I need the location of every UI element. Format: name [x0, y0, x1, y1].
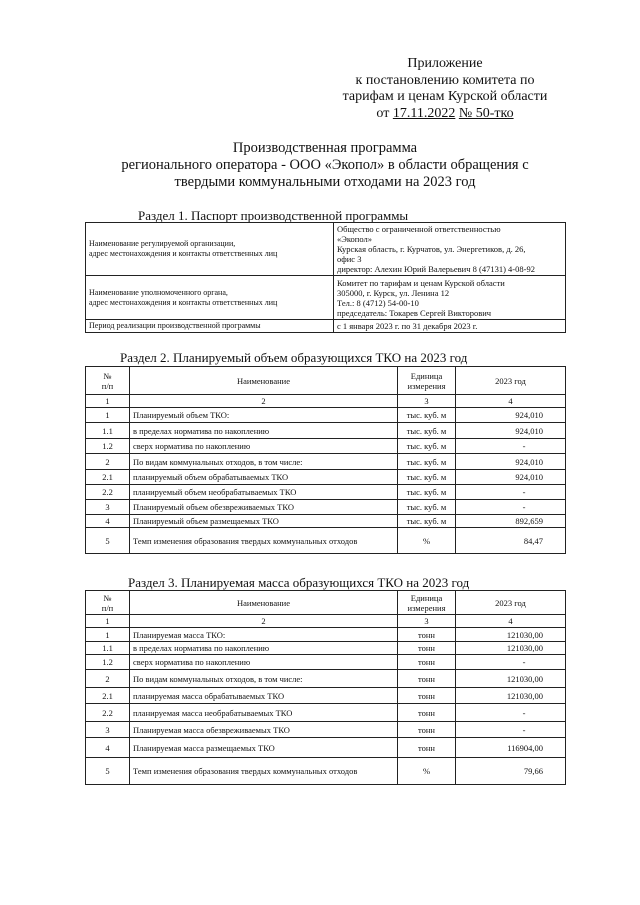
value-line: «Экопол»: [337, 234, 372, 244]
table-row: [86, 454, 566, 470]
table-row: [86, 642, 566, 655]
col-header-unit: [398, 591, 456, 615]
row-value: -: [456, 485, 566, 500]
header-line: п/п: [101, 380, 114, 391]
index-cell: 4: [456, 395, 566, 408]
index-cell: 3: [398, 395, 456, 408]
index-cell: 1: [86, 615, 130, 628]
col-header-unit: [398, 367, 456, 395]
row-name: планируемый объем обрабатываемых ТКО: [130, 470, 398, 485]
table-row: [86, 688, 566, 704]
appendix-date: 17.11.2022: [392, 105, 456, 121]
header-line: №: [103, 370, 112, 381]
row-name: планируемый объем необрабатываемых ТКО: [130, 485, 398, 500]
table-row: [86, 528, 566, 554]
table-row: [86, 670, 566, 688]
header-line: Единица: [410, 370, 443, 381]
appendix-line: тарифам и ценам Курской области: [342, 89, 548, 104]
row-unit: тонн: [398, 722, 456, 738]
index-cell: 3: [398, 615, 456, 628]
row-name: Планируемая масса обезвреживаемых ТКО: [130, 722, 398, 738]
row-value: 121030,00: [456, 688, 566, 704]
section1-heading: Раздел 1. Паспорт производственной программы: [138, 208, 409, 223]
label-line: Наименование регулируемой организации,: [89, 239, 236, 248]
row-value: 892,659: [456, 515, 566, 528]
index-row: [86, 615, 566, 628]
row-value: 924,010: [456, 423, 566, 439]
label-line: адрес местонахождения и контакты ответственных лиц: [89, 249, 278, 258]
document-title: [90, 140, 560, 191]
passport-value: [334, 276, 566, 320]
value-line: Комитет по тарифам и ценам Курской области: [337, 277, 505, 288]
index-cell: 4: [456, 615, 566, 628]
row-value: 116904,00: [456, 738, 566, 758]
row-value: 924,010: [456, 454, 566, 470]
passport-value: [334, 223, 566, 276]
passport-label: Период реализации производственной программы: [86, 320, 334, 333]
col-header-year: 2023 год: [456, 367, 566, 395]
value-line: офис 3: [337, 254, 362, 264]
row-number: 4: [86, 515, 130, 528]
row-unit: тонн: [398, 642, 456, 655]
row-unit: %: [398, 528, 456, 554]
header-line: №: [103, 592, 112, 603]
row-name: в пределах норматива по накоплению: [130, 642, 398, 655]
table-row: [86, 628, 566, 642]
row-name: Темп изменения образования твердых коммунальных отходов: [130, 528, 398, 554]
value-line: Тел.: 8 (4712) 54-00-10: [337, 297, 419, 308]
appendix-date-line: [300, 106, 590, 123]
row-name: Планируемая масса ТКО:: [130, 628, 398, 642]
index-cell: 2: [130, 395, 398, 408]
index-row: [86, 395, 566, 408]
row-unit: тонн: [398, 704, 456, 722]
section3-heading: Раздел 3. Планируемая масса образующихся ТКО на 2023 год: [128, 575, 470, 590]
row-value: 79,66: [456, 758, 566, 785]
row-value: -: [456, 655, 566, 670]
table-row: [86, 704, 566, 722]
table-row: [86, 470, 566, 485]
row-name: сверх норматива по накоплению: [130, 439, 398, 454]
header-line: измерения: [407, 380, 446, 391]
table-row: [86, 500, 566, 515]
row-name: Планируемый объем ТКО:: [130, 408, 398, 423]
value-line: Курская область, г. Курчатов, ул. Энергетиков, д. 26,: [337, 244, 526, 254]
passport-value: с 1 января 2023 г. по 31 декабря 2023 г.: [334, 320, 566, 333]
section1-passport-table: [85, 222, 566, 333]
index-cell: 1: [86, 395, 130, 408]
row-number: 2.2: [86, 485, 130, 500]
row-unit: тыс. куб. м: [398, 454, 456, 470]
table-row: [86, 722, 566, 738]
table-row: [86, 485, 566, 500]
appendix-line: Приложение: [407, 56, 483, 71]
table-row: [86, 655, 566, 670]
table-row: [86, 223, 566, 276]
appendix-prefix: от: [376, 105, 390, 121]
value-line: Общество с ограниченной ответственностью: [337, 224, 501, 234]
row-value: -: [456, 722, 566, 738]
row-number: 3: [86, 722, 130, 738]
value-line: директор: Алехин Юрий Валерьевич 8 (47131) 4-08-92: [337, 264, 535, 274]
row-name: сверх норматива по накоплению: [130, 655, 398, 670]
row-name: Темп изменения образования твердых коммунальных отходов: [130, 758, 398, 785]
row-unit: тонн: [398, 655, 456, 670]
row-unit: тонн: [398, 628, 456, 642]
label-line: адрес местонахождения и контакты ответственных лиц: [89, 297, 278, 307]
section3-mass-table: [85, 590, 566, 785]
row-name: Планируемая масса размещаемых ТКО: [130, 738, 398, 758]
table-row: [86, 423, 566, 439]
appendix-line: к постановлению комитета по: [355, 72, 535, 88]
row-number: 2.1: [86, 688, 130, 704]
row-unit: тонн: [398, 670, 456, 688]
table-header-row: [86, 367, 566, 395]
row-value: -: [456, 439, 566, 454]
row-value: 121030,00: [456, 642, 566, 655]
table-header-row: [86, 591, 566, 615]
table-row: [86, 276, 566, 320]
title-line: Производственная программа: [232, 140, 418, 156]
row-unit: тыс. куб. м: [398, 500, 456, 515]
appendix-number: № 50-тко: [458, 105, 514, 121]
row-number: 5: [86, 758, 130, 785]
row-unit: тыс. куб. м: [398, 423, 456, 439]
row-value: 924,010: [456, 470, 566, 485]
row-name: планируемая масса необрабатываемых ТКО: [130, 704, 398, 722]
passport-label: [86, 223, 334, 276]
header-line: Единица: [410, 592, 443, 603]
title-line: твердыми коммунальными отходами на 2023 год: [174, 174, 476, 190]
row-number: 1: [86, 628, 130, 642]
row-number: 2.1: [86, 470, 130, 485]
row-unit: тыс. куб. м: [398, 439, 456, 454]
row-number: 1.2: [86, 439, 130, 454]
appendix-header: [300, 56, 590, 122]
header-line: измерения: [407, 602, 446, 613]
row-value: -: [456, 500, 566, 515]
value-line: 305000, г. Курск, ул. Ленина 12: [337, 287, 450, 298]
table-row: [86, 439, 566, 454]
row-name: Планируемый объем размещаемых ТКО: [130, 515, 398, 528]
row-number: 1: [86, 408, 130, 423]
row-number: 2: [86, 670, 130, 688]
table-row: [86, 758, 566, 785]
row-number: 1.2: [86, 655, 130, 670]
row-value: 121030,00: [456, 670, 566, 688]
row-name: Планируемый объем обезвреживаемых ТКО: [130, 500, 398, 515]
row-number: 4: [86, 738, 130, 758]
header-line: п/п: [101, 602, 114, 613]
value-line: председатель: Токарев Сергей Викторович: [337, 307, 492, 318]
row-number: 1.1: [86, 423, 130, 439]
col-header-number: [86, 367, 130, 395]
row-number: 2.2: [86, 704, 130, 722]
label-line: Наименование уполномоченного органа,: [89, 287, 228, 297]
row-value: 924,010: [456, 408, 566, 423]
row-value: -: [456, 704, 566, 722]
row-number: 3: [86, 500, 130, 515]
row-name: По видам коммунальных отходов, в том числе:: [130, 454, 398, 470]
row-unit: тыс. куб. м: [398, 470, 456, 485]
title-line: регионального оператора - ООО «Экопол» в области обращения с: [121, 157, 529, 173]
col-header-year: 2023 год: [456, 591, 566, 615]
row-unit: %: [398, 758, 456, 785]
row-value: 121030,00: [456, 628, 566, 642]
row-number: 5: [86, 528, 130, 554]
row-name: планируемая масса обрабатываемых ТКО: [130, 688, 398, 704]
row-unit: тыс. куб. м: [398, 485, 456, 500]
row-unit: тыс. куб. м: [398, 408, 456, 423]
row-value: 84,47: [456, 528, 566, 554]
row-number: 2: [86, 454, 130, 470]
row-unit: тонн: [398, 688, 456, 704]
table-row: [86, 320, 566, 333]
section2-volume-table: [85, 366, 566, 554]
row-name: По видам коммунальных отходов, в том числе:: [130, 670, 398, 688]
row-number: 1.1: [86, 642, 130, 655]
table-row: [86, 408, 566, 423]
col-header-name: Наименование: [130, 367, 398, 395]
row-name: в пределах норматива по накоплению: [130, 423, 398, 439]
col-header-number: [86, 591, 130, 615]
row-unit: тыс. куб. м: [398, 515, 456, 528]
passport-label: [86, 276, 334, 320]
table-row: [86, 515, 566, 528]
col-header-name: Наименование: [130, 591, 398, 615]
index-cell: 2: [130, 615, 398, 628]
row-unit: тонн: [398, 738, 456, 758]
section2-heading: Раздел 2. Планируемый объем образующихся ТКО на 2023 год: [120, 350, 468, 365]
table-row: [86, 738, 566, 758]
